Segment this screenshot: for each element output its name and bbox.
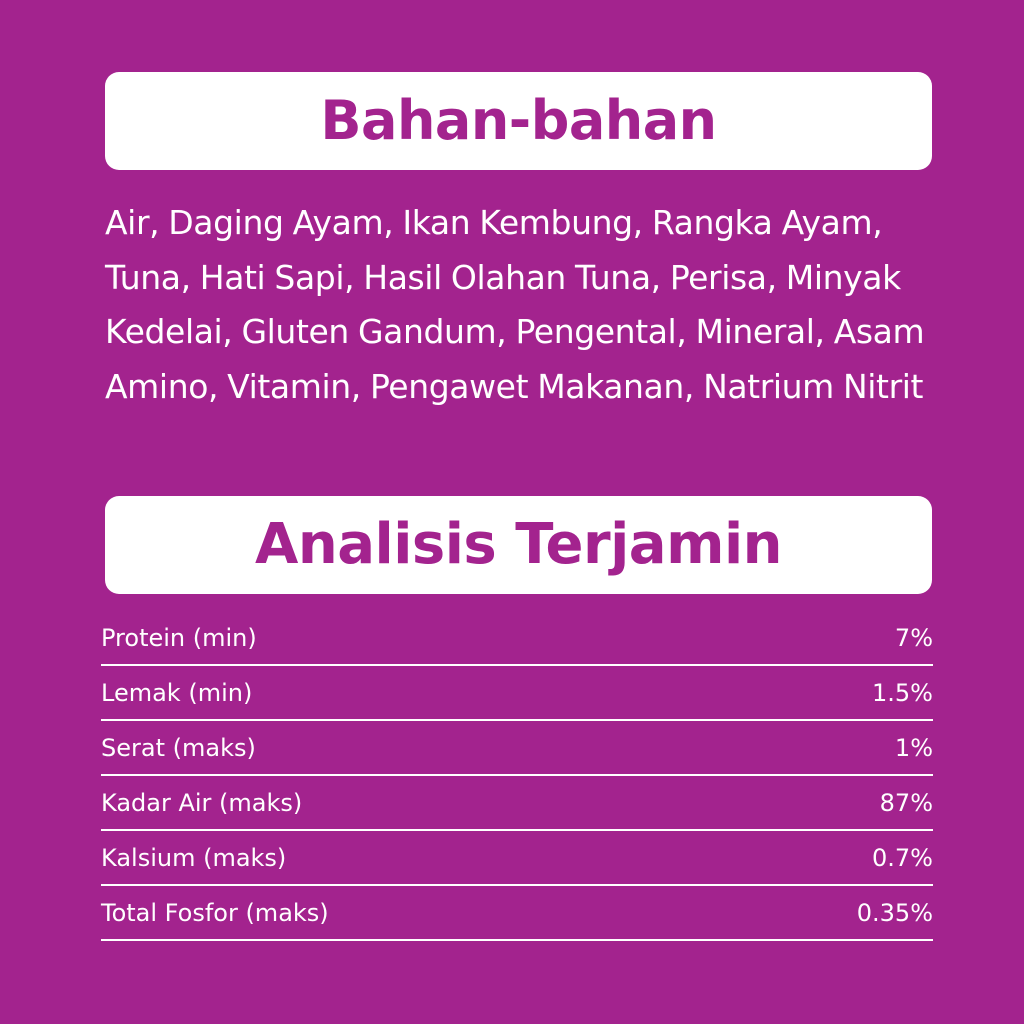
analysis-row-moisture xyxy=(101,776,933,831)
ingredients-title: Bahan-bahan xyxy=(320,89,717,152)
analysis-row-calcium xyxy=(101,831,933,886)
analysis-row-fiber xyxy=(101,721,933,776)
analysis-row-label: Total Fosfor (maks) xyxy=(101,898,329,927)
analysis-row-label: Lemak (min) xyxy=(101,678,253,707)
analysis-header-box xyxy=(105,496,932,594)
ingredients-list-text: Air, Daging Ayam, Ikan Kembung, Rangka Ayam, Tuna, Hati Sapi, Hasil Olahan Tuna, Perisa, Minyak Kedelai, Gluten Gandum, Pengental, Mineral, Asam Amino, Vitamin, Pengawet Makanan, Natrium Nitrit xyxy=(105,203,925,406)
analysis-row-value: 0.35% xyxy=(856,898,933,927)
analysis-row-label: Kadar Air (maks) xyxy=(101,788,303,817)
analysis-row-protein xyxy=(101,611,933,666)
analysis-row-label: Serat (maks) xyxy=(101,733,256,762)
analysis-row-value: 1.5% xyxy=(872,678,933,707)
analysis-row-label: Protein (min) xyxy=(101,623,257,652)
ingredients-header-box xyxy=(105,72,932,170)
analysis-row-value: 0.7% xyxy=(872,843,933,872)
analysis-row-value: 87% xyxy=(879,788,933,817)
analysis-row-value: 7% xyxy=(894,623,933,652)
analysis-row-value: 1% xyxy=(894,733,933,762)
analysis-row-phosphorus xyxy=(101,886,933,941)
analysis-row-fat xyxy=(101,666,933,721)
analysis-row-label: Kalsium (maks) xyxy=(101,843,287,872)
analysis-title: Analisis Terjamin xyxy=(255,512,782,577)
analysis-table xyxy=(101,611,933,941)
